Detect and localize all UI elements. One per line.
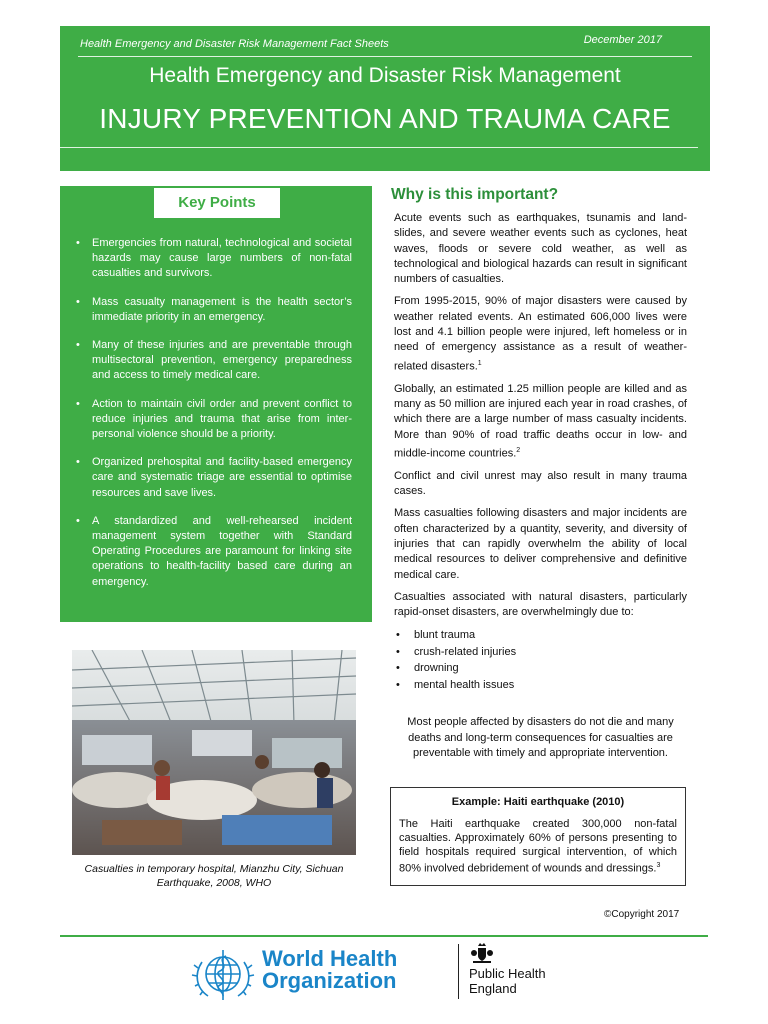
cause-item: • crush-related injuries xyxy=(394,644,687,661)
key-points-panel xyxy=(60,186,372,622)
photo-caption: Casualties in temporary hospital, Mianzhu City, Sichuan Earthquake, 2008, WHO xyxy=(84,863,344,889)
key-points-list xyxy=(74,236,352,603)
paragraph: Globally, an estimated 1.25 million people are killed and as many as 50 million are injured each year in road crashes, of which there are a large number of mass casualty incidents. More than 90% of road traffic deaths occur in low- and middle-income countries.$^2$ xyxy=(394,382,687,460)
publication-date: December 2017 xyxy=(583,34,662,46)
paragraph: Casualties associated with natural disasters, particularly rapid-onset disasters, are overwhelmingly due to: xyxy=(394,590,687,619)
example-box xyxy=(390,787,686,886)
phe-divider xyxy=(458,944,459,999)
footnote-ref: 3 xyxy=(656,862,661,869)
key-point-item: • Many of these injuries and are preventable through multisectoral prevention, emergency preparedness and access to timely medical care. xyxy=(74,338,352,384)
key-point-item: • Organized prehospital and facility-based emergency care and systematic triage are essential to optimise resources and save lives. xyxy=(74,455,352,501)
who-wordmark: World Health Organization xyxy=(262,946,398,993)
copyright: ©Copyright 2017 xyxy=(604,909,680,920)
paragraph: Conflict and civil unrest may also result in many trauma cases. xyxy=(394,469,687,498)
key-point-item: • A standardized and well-rehearsed incident management system together with Standard Operating Procedures are paramount for linking site operations to health-facility based care during an emergency. xyxy=(74,514,352,590)
key-points-title: Key Points xyxy=(154,188,280,218)
footnote-ref: 2 xyxy=(516,446,521,454)
phe-wordmark: Public Health England xyxy=(469,966,546,996)
page-title: INJURY PREVENTION AND TRAUMA CARE xyxy=(99,103,671,134)
page-subtitle: Health Emergency and Disaster Risk Management xyxy=(149,64,621,87)
cause-item: • blunt trauma xyxy=(394,627,687,644)
key-point-item: • Mass casualty management is the health sector’s immediate priority in an emergency. xyxy=(74,295,352,325)
cause-item: • drowning xyxy=(394,660,687,677)
key-point-item: • Action to maintain civil order and prevent conflict to reduce injuries and trauma that arise from inter-personal violence should be a priority. xyxy=(74,397,352,443)
field-hospital-photo xyxy=(72,650,356,855)
paragraph: Most people affected by disasters do not die and many deaths and long-term consequences for casualties are preventable with timely and appropriate intervention. xyxy=(407,716,674,760)
why-body xyxy=(394,211,687,768)
header-divider xyxy=(78,56,692,57)
footer-divider xyxy=(60,935,708,937)
paragraph: Acute events such as earthquakes, tsunamis and land-slides, and severe weather events such as cyclones, heat waves, floods or severe cold weather, as well as technological and biological hazards can result in significant numbers of casualties. xyxy=(394,212,687,286)
why-heading: Why is this important? xyxy=(391,186,559,203)
series-title: Health Emergency and Disaster Risk Management Fact Sheets xyxy=(80,38,389,50)
causes-list xyxy=(394,627,687,693)
footnote-ref: 1 xyxy=(477,359,482,367)
who-emblem-icon xyxy=(188,944,258,1008)
example-title: Example: Haiti earthquake (2010) xyxy=(451,796,625,808)
cause-item: • mental health issues xyxy=(394,677,687,694)
header-banner xyxy=(60,26,710,171)
header-divider-bottom xyxy=(60,147,698,148)
example-body: The Haiti earthquake created 300,000 non-fatal casualties. Approximately 60% of persons presenting to field hospitals required surgical intervention, of which 80% involved debridement of wounds and dressings.$^3$ xyxy=(399,818,677,875)
paragraph: Mass casualties following disasters and major incidents are often characterized by a quantity, severity, and diversity of injuries that can rapidly overwhelm the ability of local medical resources to deliver comprehensive and definitive medical care. xyxy=(394,507,687,581)
paragraph: From 1995-2015, 90% of major disasters were caused by weather related events. An estimated 606,000 lives were lost and 4.1 billion people were injured, left homeless or in need of emergency assistance as a result of weather-related disasters.$^1$ xyxy=(394,295,687,373)
royal-crest-icon xyxy=(469,941,495,965)
key-point-item: • Emergencies from natural, technological and societal hazards may cause large numbers of non-fatal casualties and survivors. xyxy=(74,236,352,282)
